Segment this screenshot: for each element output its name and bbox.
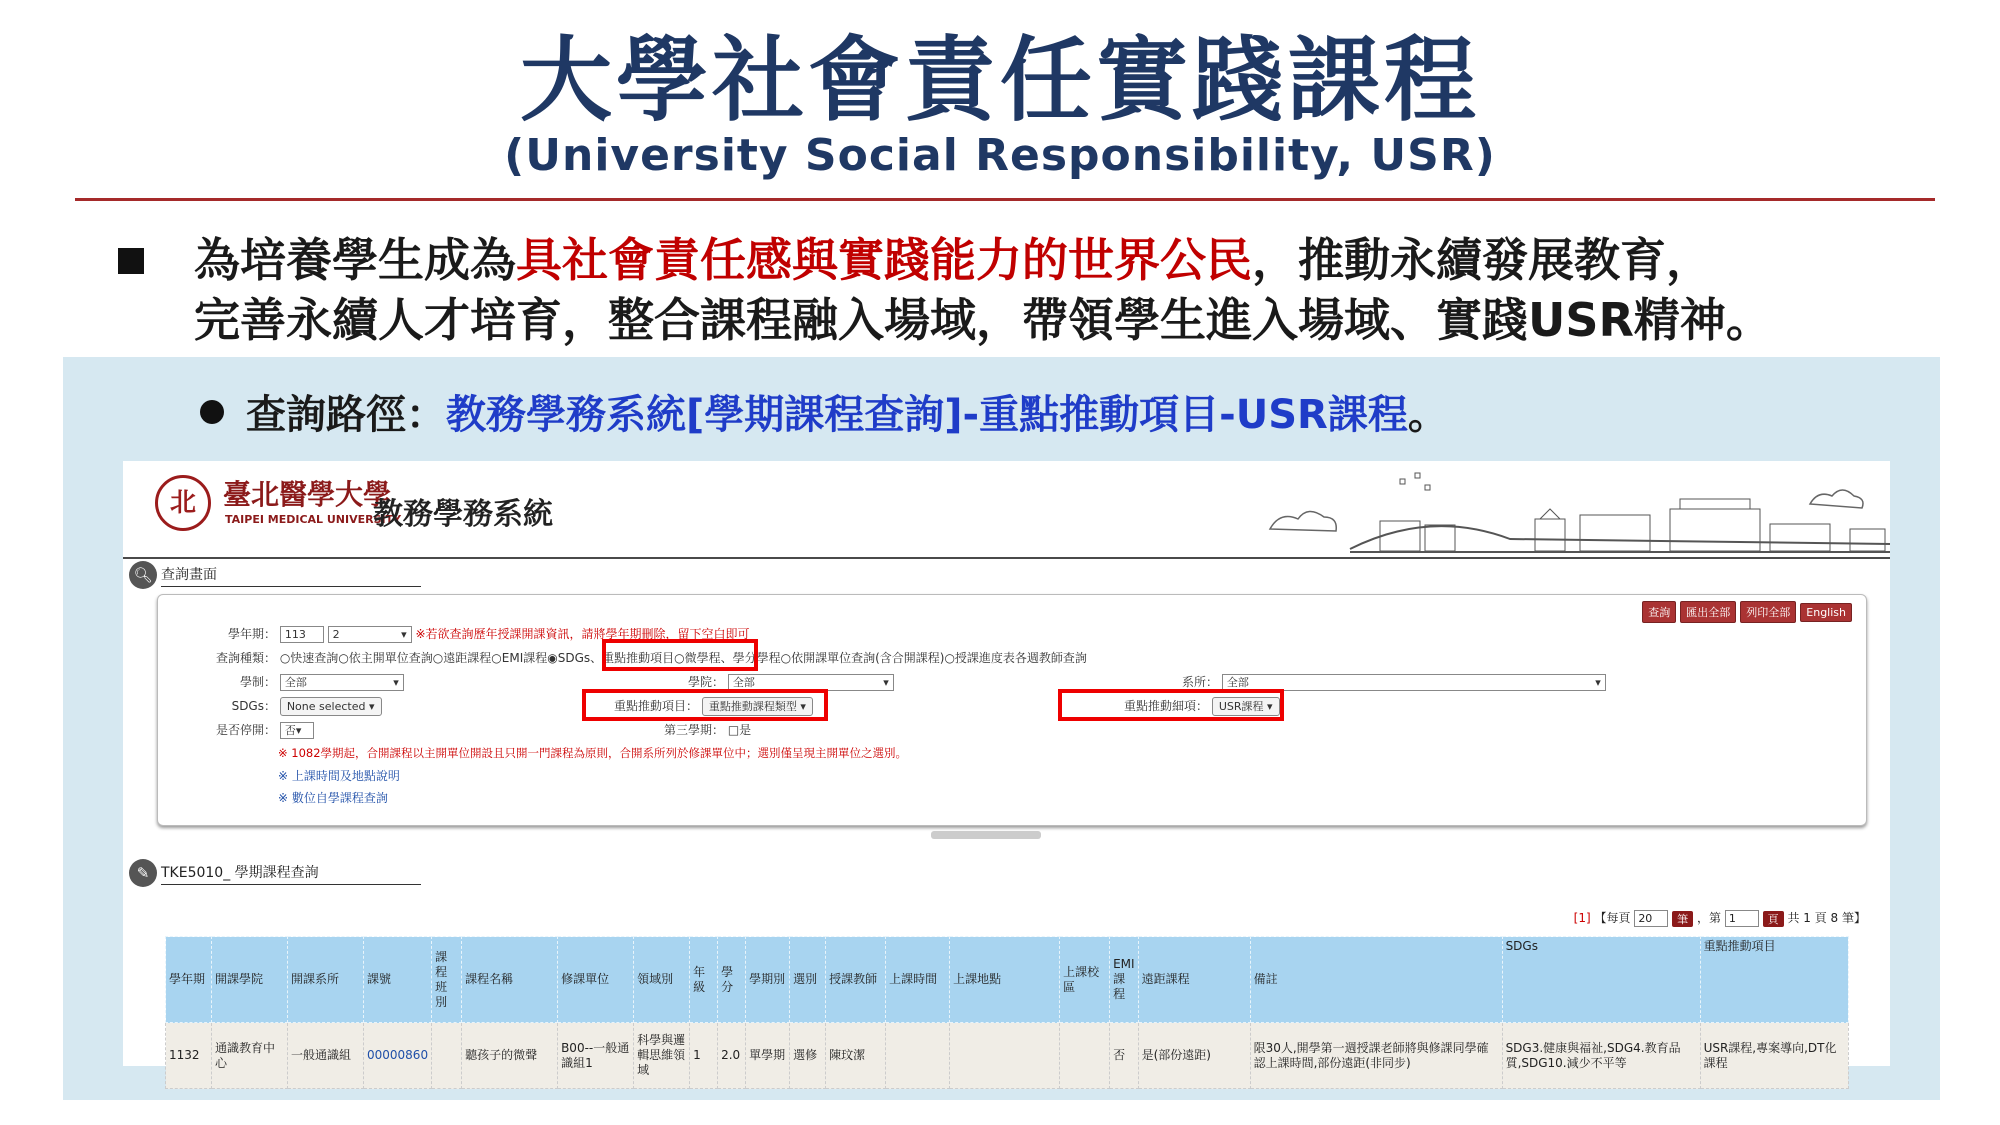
cell-emi: 否 [1110, 1023, 1138, 1089]
university-seal-icon: 北 [155, 475, 211, 531]
bullet-suffix: ，推動永續發展教育， [1252, 233, 1712, 287]
bullet-line-2: 完善永續人才培育，整合課程融入場域，帶領學生進入場域、實踐USR精神。 [194, 293, 1772, 347]
col-elective: 選別 [790, 937, 826, 1023]
bullet-prefix: 為培養學生成為 [194, 233, 516, 287]
col-dept: 開課系所 [288, 937, 364, 1023]
col-teacher: 授課教師 [826, 937, 886, 1023]
bullet-highlight: 具社會責任感與實踐能力的世界公民 [516, 233, 1252, 287]
col-year-term: 學年期 [166, 937, 212, 1023]
cell-unit: B00--一般通識組1 [558, 1023, 634, 1089]
col-emi: EMI課程 [1110, 937, 1138, 1023]
highlight-focus-select [582, 689, 828, 721]
link-class-time[interactable]: ※ 上課時間及地點說明 [278, 769, 400, 783]
third-term-label: 第三學期： [663, 723, 724, 737]
third-term-checkbox[interactable]: □是 [727, 723, 752, 737]
radio-sdgs-focus[interactable]: ◉SDGs、重點推動項目 [547, 651, 675, 665]
col-term-type: 學期別 [746, 937, 790, 1023]
col-campus: 上課校區 [1060, 937, 1110, 1023]
cell-remarks: 限30人,開學第一週授課老師將與修課同學確認上課時間,部份遠距(非同步) [1250, 1023, 1502, 1089]
per-page-label: 【每頁 [1594, 911, 1631, 925]
cell-sdgs: SDG3.健康與福祉,SDG4.教育品質,SDG10.減少不平等 [1502, 1023, 1700, 1089]
focus-select[interactable]: 重點推動課程類型 ▾ [702, 697, 813, 716]
system-select[interactable] [280, 674, 404, 691]
college-value: 全部 [732, 676, 755, 689]
col-focus: 重點推動項目 [1700, 937, 1848, 1023]
radio-weekly-teacher[interactable]: ○授課進度表各週教師查詢 [944, 651, 1087, 665]
col-class: 課程班別 [432, 937, 462, 1023]
col-college: 開課學院 [212, 937, 288, 1023]
square-bullet-icon [118, 248, 144, 274]
cell-class [432, 1023, 462, 1089]
highlight-radio-sdgs [602, 639, 758, 671]
section-title-results: TKE5010_ 學期課程查詢 [161, 862, 421, 885]
pagination [1574, 909, 1866, 927]
cell-distance: 是(部份遠距) [1138, 1023, 1250, 1089]
col-sdgs: SDGs [1502, 937, 1700, 1023]
cell-teacher: 陳玟潔 [826, 1023, 886, 1089]
row-sdgs [158, 697, 382, 716]
table-header-row [166, 937, 1849, 1023]
page-go-button[interactable]: 頁 [1763, 911, 1784, 927]
focus-value: 重點推動課程類型 [708, 700, 797, 713]
radio-micro-program[interactable]: ○微學程、學分學程 [674, 651, 781, 665]
page-summary: 共 1 頁 8 筆】 [1787, 911, 1866, 925]
course-table [165, 936, 1849, 1089]
bullet-line-1 [118, 230, 1938, 290]
col-course-no: 課號 [364, 937, 432, 1023]
focus-detail-value: USR課程 [1218, 700, 1264, 713]
cell-location [950, 1023, 1060, 1089]
chevron-down-icon: ▾ [401, 628, 407, 641]
col-time: 上課時間 [886, 937, 950, 1023]
query-button[interactable]: 查詢 [1642, 601, 1676, 623]
system-label: 學制： [239, 675, 276, 689]
per-page-button[interactable]: 筆 [1672, 911, 1693, 927]
col-grade: 年級 [690, 937, 718, 1023]
print-all-button[interactable]: 列印全部 [1740, 601, 1796, 623]
table-row[interactable] [166, 1023, 1849, 1089]
university-logo-english: TAIPEI MEDICAL UNIVERSITY [225, 513, 402, 526]
cell-course-name: 聽孩子的微聲 [462, 1023, 558, 1089]
stop-value: 否 [284, 724, 296, 737]
system-header [123, 461, 1890, 559]
cell-campus [1060, 1023, 1110, 1089]
focus-label: 重點推動項目： [613, 699, 698, 713]
cell-elective: 選修 [790, 1023, 826, 1089]
link-digital-course[interactable]: ※ 數位自學課程查詢 [278, 791, 388, 805]
system-title: 教務學務系統 [373, 497, 553, 532]
query-path-label: 查詢路徑： [246, 392, 446, 438]
sdgs-label: SDGs： [231, 699, 276, 713]
cell-course-no[interactable]: 00000860 [364, 1023, 432, 1089]
cell-college: 通識教育中心 [212, 1023, 288, 1089]
section-title-query: 查詢畫面 [161, 564, 421, 587]
cell-dept: 一般通識組 [288, 1023, 364, 1089]
col-course-name: 課程名稱 [462, 937, 558, 1023]
query-path-bullet [200, 383, 1448, 440]
per-page-input[interactable]: 20 [1634, 910, 1668, 927]
collapse-handle[interactable] [931, 831, 1041, 839]
university-logo-name: 臺北醫學大學 [223, 478, 392, 511]
row-stop [158, 721, 314, 739]
year-label: 學年期： [227, 627, 276, 641]
chevron-down-icon: ▾ [393, 676, 399, 689]
radio-quick[interactable]: ○快速查詢 [279, 651, 339, 665]
col-remarks: 備註 [1250, 937, 1502, 1023]
query-path-end: 。 [1407, 392, 1448, 438]
year-note: ※若欲查詢歷年授課開課資訊，請將學年期刪除，留下空白即可 [415, 627, 750, 641]
col-credit: 學分 [718, 937, 746, 1023]
radio-emi[interactable]: ○EMI課程 [491, 651, 548, 665]
stop-label: 是否停開： [215, 723, 276, 737]
chevron-down-icon: ▾ [883, 676, 889, 689]
cell-grade: 1 [690, 1023, 718, 1089]
title-divider [75, 198, 1935, 201]
cell-year-term: 1132 [166, 1023, 212, 1089]
slide-subtitle: (University Social Responsibility, USR) [504, 130, 1496, 181]
edit-icon: ✎ [129, 859, 157, 887]
cell-term-type: 單學期 [746, 1023, 790, 1089]
system-screenshot [123, 461, 1890, 1077]
query-path-text: 教務學務系統[學期課程查詢]-重點推動項目-USR課程 [446, 392, 1408, 438]
col-unit: 修課單位 [558, 937, 634, 1023]
section-header-results [129, 859, 421, 889]
cell-domain: 科學與邏輯思維領域 [634, 1023, 690, 1089]
action-buttons [1638, 601, 1852, 623]
dept-value: 全部 [1226, 676, 1249, 689]
college-label: 學院： [687, 675, 724, 689]
term-value: 2 [332, 628, 340, 641]
radio-main-unit[interactable]: ○依主開單位查詢 [338, 651, 433, 665]
page-input[interactable]: 1 [1725, 910, 1759, 927]
system-value: 全部 [284, 676, 307, 689]
dept-label: 系所： [1181, 675, 1218, 689]
cell-credit: 2.0 [718, 1023, 746, 1089]
section-header-query [129, 561, 421, 591]
main-bullet [118, 230, 1938, 350]
highlight-focus-detail [1058, 689, 1284, 721]
cell-focus: USR課程,專案導向,DT化課程 [1700, 1023, 1848, 1089]
page-current[interactable]: [1] [1573, 911, 1591, 925]
search-icon: 🔍︎ [129, 561, 157, 589]
year-input[interactable]: 113 [280, 626, 324, 643]
page-label: ，第 [1696, 911, 1721, 925]
sdgs-multiselect[interactable]: None selected ▾ [280, 697, 382, 716]
campus-skyline-icon [1250, 469, 1890, 559]
slide-title: 大學社會責任實踐課程 [519, 27, 1480, 134]
note-joint-course: ※ 1082學期起，合開課程以主開單位開設且只開一門課程為原則，合開系所列於修課單位中；選別僅呈現主開單位之選別。 [278, 746, 908, 760]
query-type-label: 查詢種類： [215, 651, 276, 665]
radio-distance[interactable]: ○遠距課程 [432, 651, 492, 665]
chevron-down-icon: ▾ [1595, 676, 1601, 689]
query-form [157, 594, 1867, 826]
radio-offering-unit[interactable]: ○依開課單位查詢(含合開課程) [780, 651, 945, 665]
english-button[interactable]: English [1800, 603, 1852, 622]
row-third-term [628, 721, 751, 738]
row-system [158, 673, 404, 691]
export-all-button[interactable]: 匯出全部 [1680, 601, 1736, 623]
round-bullet-icon [200, 400, 224, 424]
sdgs-value: None selected [286, 700, 366, 713]
term-select[interactable] [328, 626, 412, 643]
focus-detail-select[interactable]: USR課程 ▾ [1212, 697, 1280, 716]
col-location: 上課地點 [950, 937, 1060, 1023]
col-distance: 遠距課程 [1138, 937, 1250, 1023]
stop-select[interactable]: 否▾ [280, 722, 314, 739]
col-domain: 領域別 [634, 937, 690, 1023]
focus-detail-label: 重點推動細項： [1123, 699, 1208, 713]
cell-time [886, 1023, 950, 1089]
